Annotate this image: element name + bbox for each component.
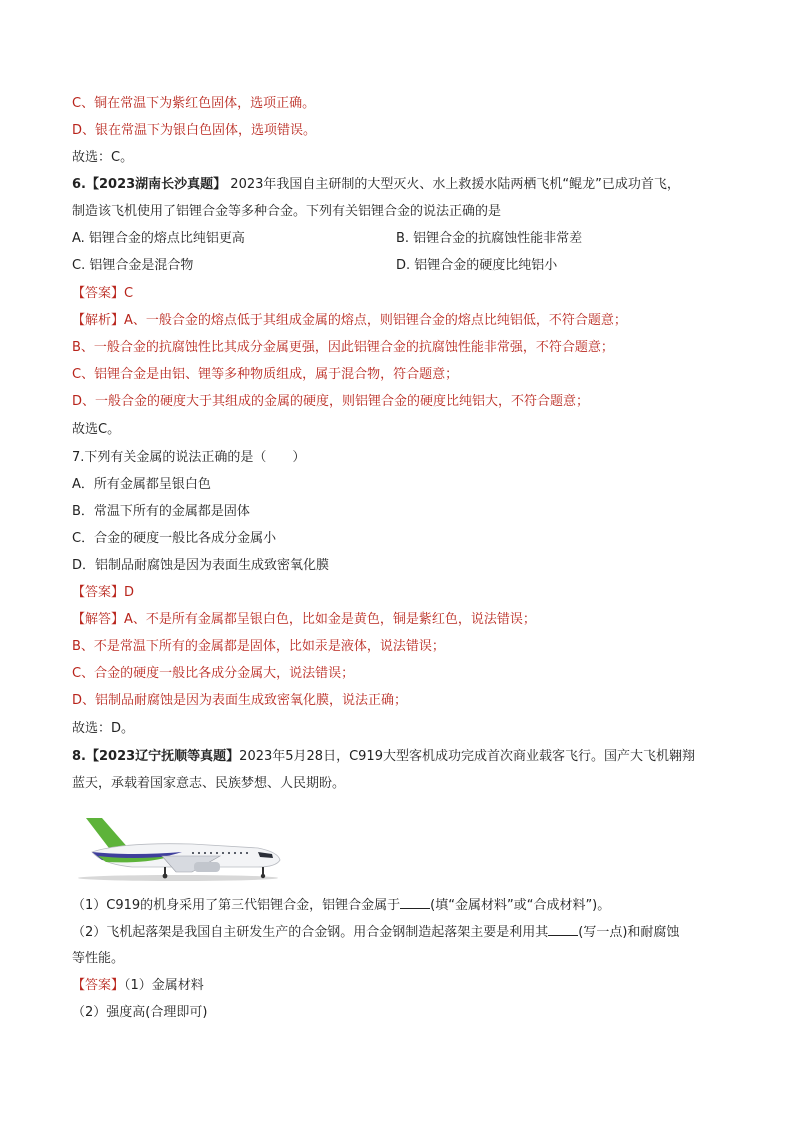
q6-answer <box>72 284 133 304</box>
q6-option-c: C. 铝锂合金是混合物 <box>72 258 194 273</box>
q6-analysis-d: D、一般合金的硬度大于其组成的金属的硬度，则铝锂合金的硬度比纯铝大，不符合题意； <box>72 394 590 409</box>
q8-sub1-text-a: （1）C919的机身采用了第三代铝锂合金，铝锂合金属于 <box>72 898 401 913</box>
q7-option-a: A．所有金属都呈银白色 <box>72 477 211 492</box>
q7-answer-value: D <box>124 585 135 600</box>
q7-option-b: B．常温下所有的金属都是固体 <box>72 504 250 519</box>
prev-analysis-c: C、铜在常温下为紫红色固体，选项正确。 <box>72 96 316 111</box>
airplane-engine <box>194 862 220 872</box>
q8-sub1-blank <box>400 895 430 909</box>
q7-answer <box>72 583 134 603</box>
q8-sub1-text-b: (填“金属材料”或“合成材料”)。 <box>430 898 611 913</box>
q8-stem-line1 <box>72 747 695 767</box>
q7-analysis-a-text: A、不是所有金属都呈银白色，比如金是黄色，铜是紫红色，说法错误； <box>124 612 536 627</box>
q7-answer-tag: 【答案】 <box>72 585 125 600</box>
q6-option-d: D. 铝锂合金的硬度比纯铝小 <box>396 258 558 273</box>
q6-analysis-a <box>72 311 627 331</box>
q7-analysis-c: C、合金的硬度一般比各成分金属大，说法错误； <box>72 666 355 681</box>
q8-stem-line2: 蓝天，承载着国家意志、民族梦想、人民期盼。 <box>72 776 346 791</box>
q8-sub2-cont: 等性能。 <box>72 951 125 966</box>
q7-option-c: C．合金的硬度一般比各成分金属小 <box>72 531 277 546</box>
q7-choice: 故选：D。 <box>72 721 135 736</box>
q6-analysis-tag: 【解析】 <box>72 313 125 328</box>
q6-option-a: A. 铝锂合金的熔点比纯铝更高 <box>72 231 245 246</box>
q6-choice: 故选C。 <box>72 422 121 437</box>
q6-stem-line2: 制造该飞机使用了铝锂合金等多种合金。下列有关铝锂合金的说法正确的是 <box>72 204 502 219</box>
q6-analysis-b: B、一般合金的抗腐蚀性比其成分金属更强，因此铝锂合金的抗腐蚀性能非常强，不符合题意； <box>72 340 614 355</box>
airplane-image <box>72 812 284 884</box>
q7-analysis-b: B、不是常温下所有的金属都是固体，比如汞是液体，说法错误； <box>72 639 445 654</box>
q8-sub2-text-b: (写一点)和耐腐蚀 <box>578 925 680 940</box>
q6-option-b: B. 铝锂合金的抗腐蚀性能非常差 <box>396 231 583 246</box>
prev-analysis-d: D、银在常温下为银白色固体，选项错误。 <box>72 123 317 138</box>
q8-answer1: （1）金属材料 <box>124 978 204 993</box>
q7-option-d: D．铝制品耐腐蚀是因为表面生成致密氧化膜 <box>72 558 330 573</box>
q6-stem-text1: 2023年我国自主研制的大型灭火、水上救援水陆两栖飞机“鲲龙”已成功首飞， <box>226 177 680 192</box>
q7-analysis-d: D、铝制品耐腐蚀是因为表面生成致密氧化膜，说法正确； <box>72 693 408 708</box>
q8-sub2-blank <box>548 922 578 936</box>
q6-stem-line1 <box>72 175 680 195</box>
q8-sub1 <box>72 895 610 916</box>
q8-sub2 <box>72 922 679 943</box>
q6-answer-value: C <box>124 286 134 301</box>
q6-analysis-c: C、铝锂合金是由铝、锂等多种物质组成，属于混合物，符合题意； <box>72 367 459 382</box>
q8-source-tag: 8.【2023辽宁抚顺等真题】 <box>72 749 240 764</box>
q8-answer-tag: 【答案】 <box>72 978 125 993</box>
prev-choice: 故选：C。 <box>72 150 134 165</box>
q8-answer2: （2）强度高(合理即可) <box>72 1005 208 1020</box>
q6-source-tag: 6.【2023湖南长沙真题】 <box>72 177 227 192</box>
q6-answer-tag: 【答案】 <box>72 286 125 301</box>
airplane-shadow <box>78 875 278 881</box>
q7-stem: 7.下列有关金属的说法正确的是（ ） <box>72 450 306 465</box>
q8-stem-text1: 2023年5月28日，C919大型客机成功完成首次商业载客飞行。国产大飞机翱翔 <box>239 749 695 764</box>
q8-answer <box>72 976 204 996</box>
q6-analysis-a-text: A、一般合金的熔点低于其组成金属的熔点，则铝锂合金的熔点比纯铝低，不符合题意； <box>124 313 627 328</box>
q7-analysis-a <box>72 610 536 630</box>
q8-sub2-text-a: （2）飞机起落架是我国自主研发生产的合金钢。用合金钢制造起落架主要是利用其 <box>72 925 549 940</box>
q7-analysis-tag: 【解答】 <box>72 612 125 627</box>
